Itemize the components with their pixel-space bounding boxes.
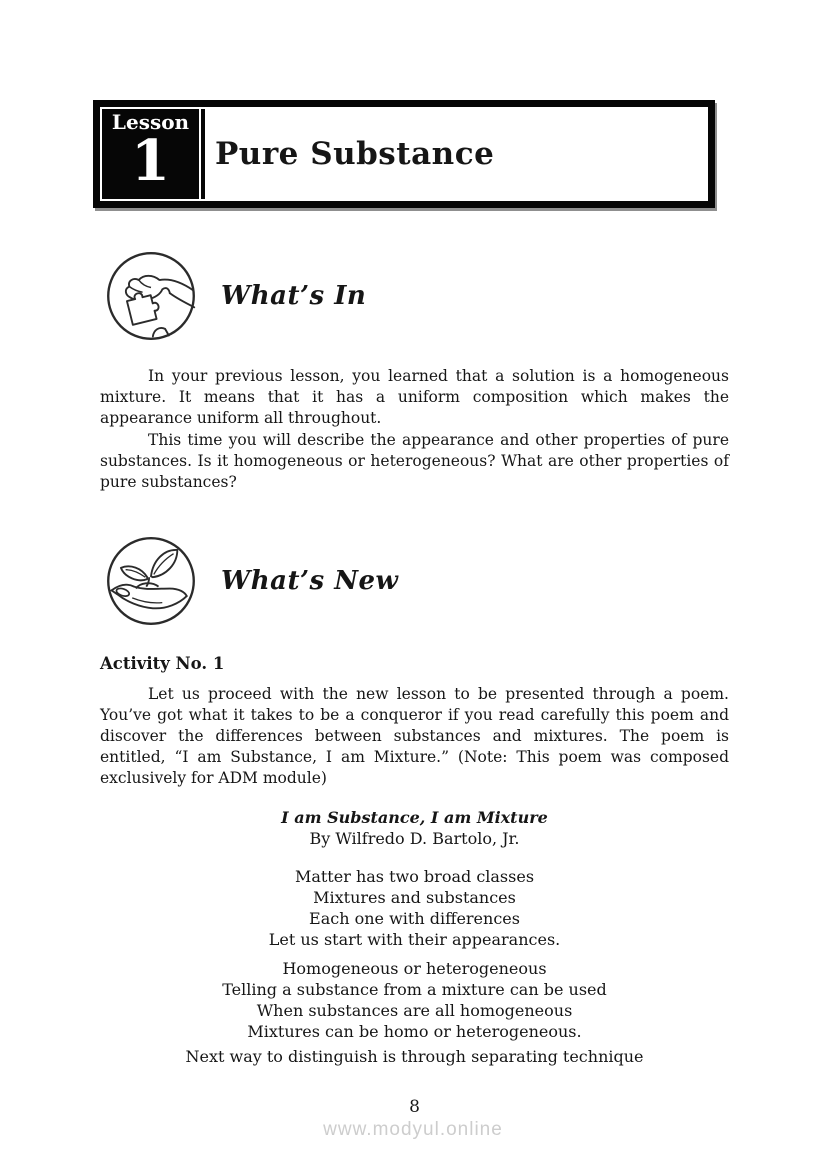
poem-line: Telling a substance from a mixture can be used: [222, 980, 607, 999]
activity-label: Activity No. 1: [100, 654, 225, 673]
watermark: www.modyul.online: [323, 1119, 503, 1140]
whats-in-heading: What’s In: [221, 281, 367, 311]
lesson-label: Lesson: [111, 110, 190, 134]
page-number: 8: [409, 1097, 420, 1117]
poem-line: Homogeneous or heterogeneous: [282, 959, 547, 978]
poem-line: Matter has two broad classes: [294, 867, 535, 886]
poem-line: Let us start with their appearances.: [268, 930, 561, 949]
poem-stanza-1: [100, 866, 729, 950]
poem-line: Each one with differences: [309, 909, 520, 928]
hand-plant-icon: [104, 534, 198, 628]
activity-intro-paragraph: Let us proceed with the new lesson to be presented through a poem. You’ve got what it takes to be a conqueror if you read carefully this poem and discover the differences between substances and mixtures. The poem is entitled, “I am Substance, I am Mixture.” (Note: This poem was composed exclusively for ADM module): [100, 685, 729, 787]
whats-new-heading: What’s New: [221, 566, 399, 596]
poem-byline: By Wilfredo D. Bartolo, Jr.: [309, 829, 520, 848]
lesson-header-box: [93, 100, 715, 208]
poem-title: I am Substance, I am Mixture: [281, 808, 548, 827]
lesson-number: 1: [131, 128, 170, 194]
poem: [100, 807, 729, 1067]
poem-line: Mixtures and substances: [313, 888, 516, 907]
poem-stanza-2: [100, 958, 729, 1042]
hand-puzzle-icon: [104, 249, 198, 343]
poem-line: When substances are all homogeneous: [256, 1001, 573, 1020]
whats-in-paragraph-1: In your previous lesson, you learned that a solution is a homogeneous mixture. It means that it has a uniform composition which makes the appearance uniform all throughout.: [100, 367, 729, 427]
poem-closing-line: Next way to distinguish is through separating technique: [185, 1047, 644, 1066]
lesson-title-cell: [205, 107, 708, 201]
lesson-title: Pure Substance: [215, 136, 495, 172]
whats-in-paragraph-2: This time you will describe the appearance and other properties of pure substances. Is it homogeneous or heterogeneous? What are other properties of pure substances?: [100, 431, 729, 491]
poem-line: Mixtures can be homo or heterogeneous.: [247, 1022, 582, 1041]
lesson-number-cell: [102, 109, 199, 199]
